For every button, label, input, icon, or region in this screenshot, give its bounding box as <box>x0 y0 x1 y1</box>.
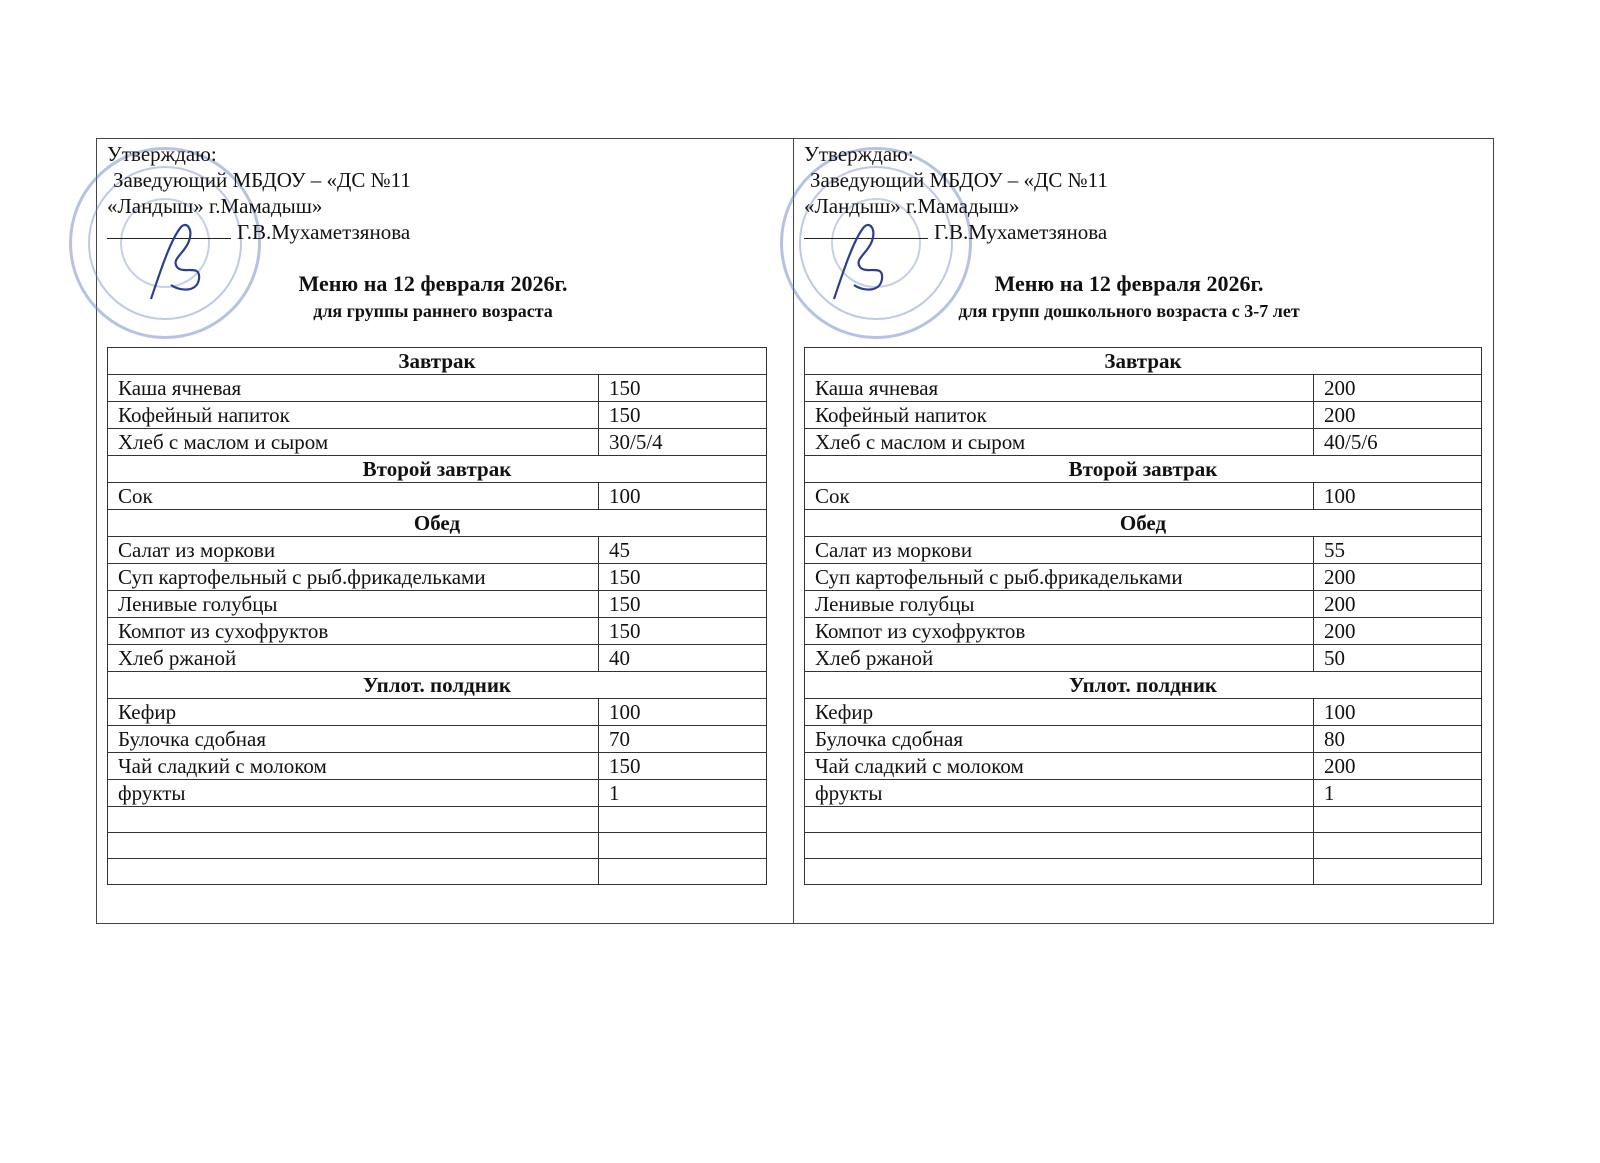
table-row <box>805 753 1482 780</box>
section-title: Второй завтрак <box>108 456 767 483</box>
table-row <box>805 780 1482 807</box>
empty-cell <box>805 833 1314 859</box>
dish-quantity: 200 <box>1314 402 1482 429</box>
table-row <box>108 753 767 780</box>
dish-name: Салат из моркови <box>805 537 1314 564</box>
empty-cell <box>108 807 599 833</box>
dish-name: Хлеб с маслом и сыром <box>805 429 1314 456</box>
empty-row <box>805 807 1482 833</box>
panel-preschool <box>794 139 1493 923</box>
dish-name: Хлеб ржаной <box>805 645 1314 672</box>
dish-quantity: 200 <box>1314 564 1482 591</box>
table-row <box>108 537 767 564</box>
dish-name: фрукты <box>108 780 599 807</box>
empty-row <box>805 833 1482 859</box>
dish-name: Ленивые голубцы <box>805 591 1314 618</box>
section-header-row <box>805 456 1482 483</box>
dish-quantity: 40 <box>599 645 767 672</box>
approval-signer: Г.В.Мухаметзянова <box>934 220 1108 244</box>
dish-quantity: 200 <box>1314 618 1482 645</box>
empty-cell <box>108 859 599 885</box>
dish-quantity: 70 <box>599 726 767 753</box>
dish-quantity: 1 <box>1314 780 1482 807</box>
dish-name: Суп картофельный с рыб.фрикадельками <box>108 564 599 591</box>
dish-quantity: 150 <box>599 591 767 618</box>
dish-name: Компот из сухофруктов <box>108 618 599 645</box>
menu-title: Меню на 12 февраля 2026г. <box>298 271 568 296</box>
empty-row <box>805 859 1482 885</box>
dish-name: Кофейный напиток <box>108 402 599 429</box>
section-header-row <box>108 672 767 699</box>
section-title: Обед <box>108 510 767 537</box>
table-row <box>108 591 767 618</box>
table-row <box>108 402 767 429</box>
approval-organization: «Ландыш» г.Мамадыш» <box>804 194 1020 218</box>
dish-quantity: 150 <box>599 564 767 591</box>
empty-row <box>108 859 767 885</box>
section-header-row <box>805 672 1482 699</box>
table-row <box>108 780 767 807</box>
table-row <box>108 564 767 591</box>
table-row <box>108 429 767 456</box>
approval-label: Утверждаю: <box>804 142 914 166</box>
table-row <box>805 591 1482 618</box>
dish-quantity: 100 <box>599 699 767 726</box>
empty-row <box>108 807 767 833</box>
empty-cell <box>1314 859 1482 885</box>
section-title: Завтрак <box>805 348 1482 375</box>
menu-table <box>804 347 1482 885</box>
signature-icon <box>141 219 211 309</box>
approval-signer: Г.В.Мухаметзянова <box>237 220 411 244</box>
empty-cell <box>599 859 767 885</box>
dish-name: Чай сладкий с молоком <box>805 753 1314 780</box>
dish-name: Сок <box>805 483 1314 510</box>
table-row <box>805 483 1482 510</box>
dish-quantity: 80 <box>1314 726 1482 753</box>
dish-name: Хлеб ржаной <box>108 645 599 672</box>
dish-quantity: 100 <box>599 483 767 510</box>
table-row <box>805 429 1482 456</box>
table-row <box>108 726 767 753</box>
empty-cell <box>1314 833 1482 859</box>
dish-quantity: 55 <box>1314 537 1482 564</box>
section-header-row <box>108 348 767 375</box>
dish-name: фрукты <box>805 780 1314 807</box>
dish-quantity: 45 <box>599 537 767 564</box>
table-row <box>805 564 1482 591</box>
section-header-row <box>805 510 1482 537</box>
signature-icon <box>824 219 894 309</box>
section-title: Обед <box>805 510 1482 537</box>
section-title: Уплот. полдник <box>108 672 767 699</box>
dish-quantity: 100 <box>1314 699 1482 726</box>
table-row <box>805 645 1482 672</box>
dish-quantity: 30/5/4 <box>599 429 767 456</box>
empty-row <box>108 833 767 859</box>
approval-label: Утверждаю: <box>107 142 217 166</box>
dish-quantity: 50 <box>1314 645 1482 672</box>
empty-cell <box>805 859 1314 885</box>
dish-quantity: 150 <box>599 753 767 780</box>
dish-quantity: 100 <box>1314 483 1482 510</box>
table-row <box>805 618 1482 645</box>
dish-quantity: 1 <box>599 780 767 807</box>
dish-name: Чай сладкий с молоком <box>108 753 599 780</box>
table-row <box>108 618 767 645</box>
approval-position: Заведующий МБДОУ – «ДС №11 <box>113 168 411 192</box>
empty-cell <box>1314 807 1482 833</box>
table-row <box>108 645 767 672</box>
panel-early-age <box>97 139 794 923</box>
dish-name: Сок <box>108 483 599 510</box>
table-row <box>108 375 767 402</box>
table-row <box>805 537 1482 564</box>
table-row <box>805 726 1482 753</box>
dish-quantity: 150 <box>599 402 767 429</box>
empty-cell <box>805 807 1314 833</box>
dish-quantity: 40/5/6 <box>1314 429 1482 456</box>
dish-name: Кофейный напиток <box>805 402 1314 429</box>
approval-position: Заведующий МБДОУ – «ДС №11 <box>810 168 1108 192</box>
dish-name: Салат из моркови <box>108 537 599 564</box>
section-title: Завтрак <box>108 348 767 375</box>
empty-cell <box>599 833 767 859</box>
section-header-row <box>108 456 767 483</box>
dish-quantity: 200 <box>1314 753 1482 780</box>
section-header-row <box>805 348 1482 375</box>
empty-cell <box>599 807 767 833</box>
dish-name: Булочка сдобная <box>108 726 599 753</box>
empty-cell <box>108 833 599 859</box>
section-title: Уплот. полдник <box>805 672 1482 699</box>
dish-name: Каша ячневая <box>805 375 1314 402</box>
section-title: Второй завтрак <box>805 456 1482 483</box>
dish-name: Кефир <box>108 699 599 726</box>
dish-quantity: 200 <box>1314 591 1482 618</box>
menu-sheet <box>96 138 1494 924</box>
table-row <box>805 699 1482 726</box>
dish-name: Хлеб с маслом и сыром <box>108 429 599 456</box>
dish-name: Компот из сухофруктов <box>805 618 1314 645</box>
table-row <box>805 375 1482 402</box>
dish-quantity: 150 <box>599 375 767 402</box>
menu-subtitle: для групп дошкольного возраста с 3-7 лет <box>958 301 1300 321</box>
dish-name: Суп картофельный с рыб.фрикадельками <box>805 564 1314 591</box>
menu-subtitle: для группы раннего возраста <box>313 301 553 321</box>
menu-title: Меню на 12 февраля 2026г. <box>994 271 1264 296</box>
table-row <box>108 699 767 726</box>
section-header-row <box>108 510 767 537</box>
dish-name: Каша ячневая <box>108 375 599 402</box>
table-row <box>805 402 1482 429</box>
dish-quantity: 150 <box>599 618 767 645</box>
dish-quantity: 200 <box>1314 375 1482 402</box>
dish-name: Кефир <box>805 699 1314 726</box>
menu-table <box>107 347 767 885</box>
approval-organization: «Ландыш» г.Мамадыш» <box>107 194 323 218</box>
dish-name: Ленивые голубцы <box>108 591 599 618</box>
table-row <box>108 483 767 510</box>
dish-name: Булочка сдобная <box>805 726 1314 753</box>
